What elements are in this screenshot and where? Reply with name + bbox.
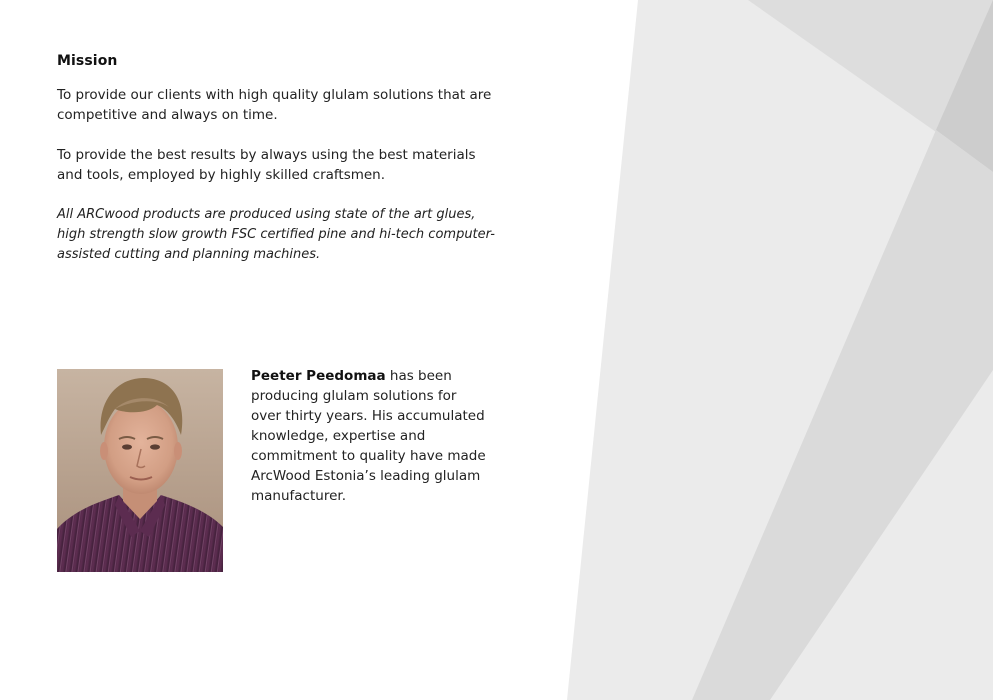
mission-paragraph-1: To provide our clients with high quality glulam solutions that are competitive and always on time. [57, 87, 492, 123]
mission-heading: Mission [57, 53, 118, 69]
profile-name: Peeter Peedomaa [251, 368, 386, 384]
profile-bio-text: has been producing glulam solutions for over thirty years. His accumulated knowledge, expertise and commitment to quality have made ArcWood Estonia’s leading glulam manufacturer. [251, 368, 486, 504]
mission-paragraph-3: All ARCwood products are produced using state of the art glues, high strength slow growth FSC certified pine and hi-tech computer-assisted cutting and planning machines. [57, 207, 495, 262]
portrait-photo [57, 369, 223, 572]
mission-paragraph-2: To provide the best results by always using the best materials and tools, employed by highly skilled craftsmen. [57, 147, 476, 183]
profile-bio [251, 366, 486, 506]
portrait-illustration [57, 369, 223, 572]
